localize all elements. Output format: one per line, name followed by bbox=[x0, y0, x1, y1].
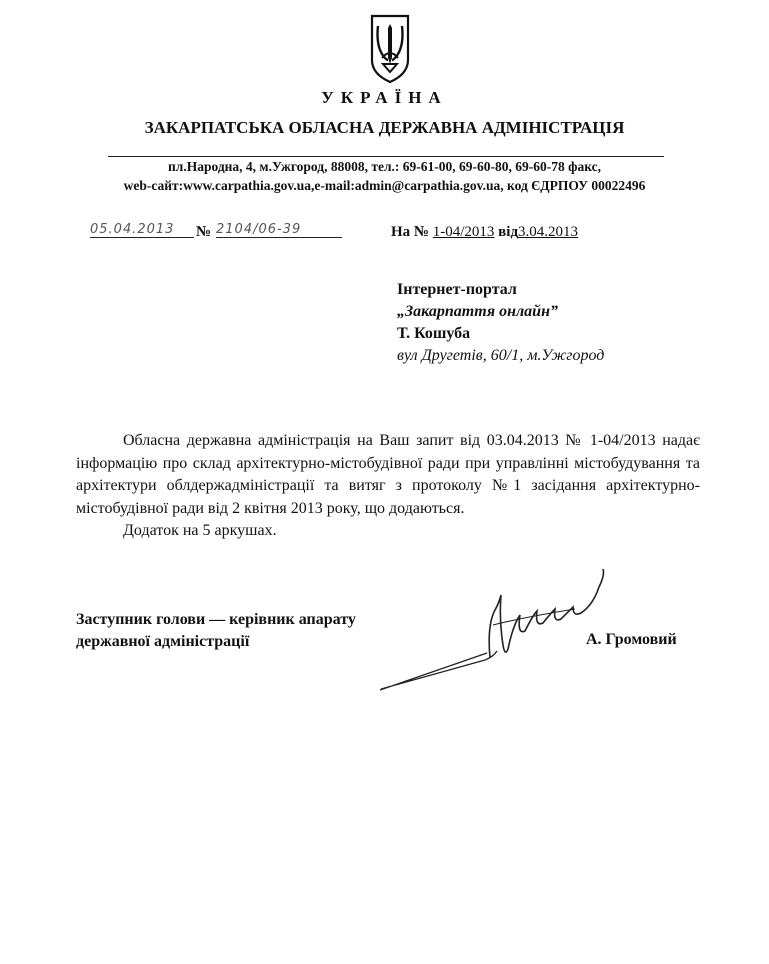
signatory-title-line-1: Заступник голови — керівник апарату bbox=[76, 611, 356, 628]
recipient-line-3: Т. Кошуба bbox=[397, 325, 471, 342]
outgoing-date: 05.04.2013 bbox=[90, 222, 194, 238]
signatory-title bbox=[76, 609, 356, 653]
incoming-date: 3.04.2013 bbox=[518, 224, 579, 240]
body-paragraph-2: Додаток на 5 аркушах. bbox=[123, 522, 277, 539]
incoming-from: від bbox=[498, 224, 519, 240]
recipient-line-2: „Закарпаття онлайн” bbox=[397, 303, 558, 320]
country-heading: УКРАЇНА bbox=[321, 88, 448, 107]
organization-heading: ЗАКАРПАТСЬКА ОБЛАСНА ДЕРЖАВНА АДМІНІСТРАЦІЯ bbox=[144, 118, 625, 137]
header-divider bbox=[108, 156, 664, 157]
incoming-number: 1-04/2013 bbox=[432, 224, 495, 240]
body-paragraph-1: Обласна державна адміністрація на Ваш запит від 03.04.2013 № 1-04/2013 надає інформацію про склад архітектурно-містобудівної ради при управлінні містобудування та архітектури облдержадміністрації та витяг з протоколу №1 засідання архітектурно-містобудівної ради від 2 квітня 2013 року, що додаються. bbox=[76, 432, 700, 517]
signer-name: А. Громовий bbox=[586, 631, 677, 648]
outgoing-number: 2104/06-39 bbox=[216, 222, 342, 238]
outgoing-number-sign: № bbox=[196, 224, 212, 240]
recipient-block bbox=[397, 279, 604, 367]
letter-body bbox=[76, 430, 700, 543]
address-line-1: пл.Народна, 4, м.Ужгород, 88008, тел.: 69-61-00, 69-60-80, 69-60-78 факс, bbox=[167, 159, 602, 174]
address-line-2: web-сайт:www.carpathia.gov.ua,e-mail:admin@carpathia.gov.ua, код ЄДРПОУ 00022496 bbox=[123, 178, 646, 193]
trident-emblem-icon bbox=[368, 14, 412, 84]
recipient-line-4: вул Другетів, 60/1, м.Ужгород bbox=[397, 347, 605, 364]
signatory-title-line-2: державної адміністрації bbox=[76, 633, 250, 650]
incoming-reference bbox=[391, 224, 578, 241]
handwritten-signature-icon bbox=[375, 565, 615, 695]
recipient-line-1: Інтернет-портал bbox=[397, 281, 517, 298]
incoming-prefix: На № bbox=[391, 224, 429, 240]
